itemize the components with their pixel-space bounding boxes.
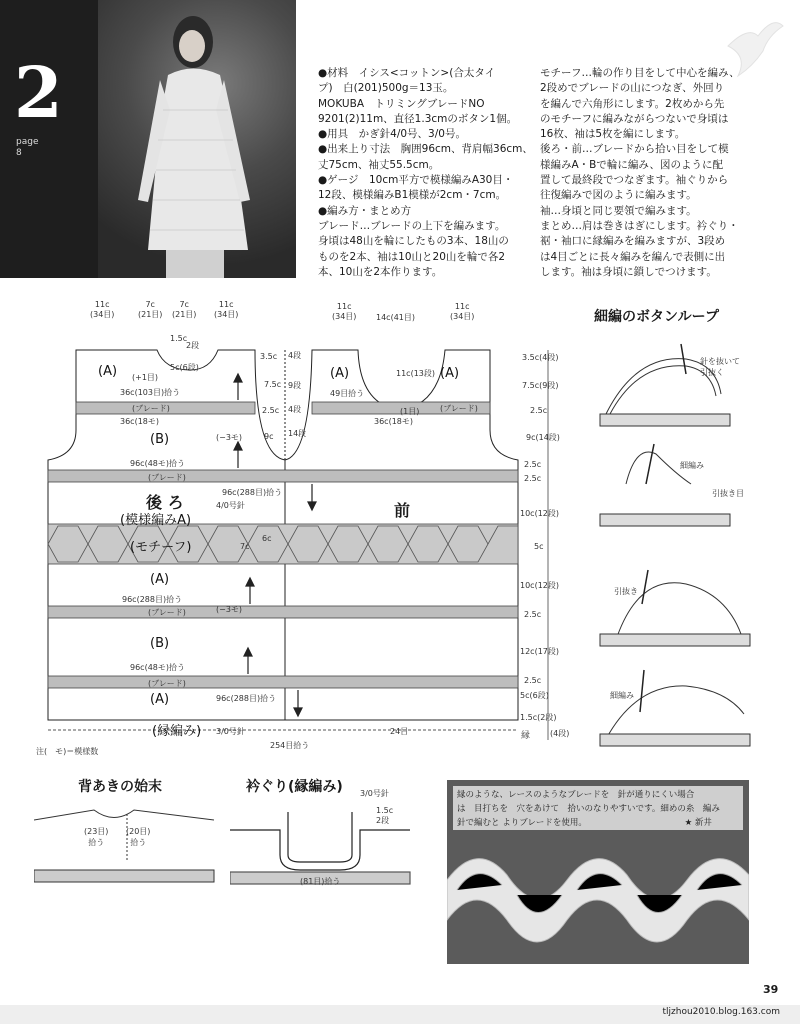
- pick-96c-288-1: 96c(288目)拾う: [222, 488, 283, 497]
- pick-49: 49目拾う: [330, 389, 365, 398]
- neckline-hook: 3/0号針: [360, 789, 389, 798]
- neck-dim: 1.5c: [170, 334, 188, 343]
- label-front: 前: [394, 501, 411, 520]
- dim-right-9: 10c(12段): [520, 581, 559, 590]
- dim-right-12: 2.5c: [524, 676, 542, 685]
- label-a-3: (A): [150, 692, 170, 707]
- dim-right-14: 1.5c(2段): [520, 713, 557, 722]
- dim-right-15: (4段): [550, 729, 570, 738]
- label-a-front-2: (A): [440, 366, 460, 381]
- dim-top-1: 11c (34目): [90, 300, 115, 319]
- front-neck-dim: 11c(13段): [396, 369, 435, 378]
- dim-36c-18: 36c(18モ): [120, 417, 159, 426]
- loop-note-1: 針を抜いて 引抜く: [700, 357, 740, 377]
- dim-right-1: 3.5c(4段): [522, 353, 559, 362]
- neck-rows: 2段: [186, 341, 200, 350]
- back-opening-diagram: [34, 800, 224, 900]
- back-opening-d1: (23目) 拾う: [84, 827, 109, 847]
- dim-top-2: 7c (21目): [138, 300, 163, 319]
- dim-right-6: 2.5c: [524, 474, 542, 483]
- pick-96c-288-3: 96c(288目)拾う: [216, 694, 277, 703]
- legend-note: 注( モ)＝模様数: [36, 747, 99, 756]
- dim-top-7: 11c (34目): [450, 302, 475, 321]
- dim-right-7: 10c(12段): [520, 509, 559, 518]
- dim-center-2: 9段: [288, 381, 302, 390]
- label-motif: (モチーフ): [130, 540, 192, 555]
- braid-2: (ブレード): [148, 473, 186, 482]
- neckline-dims: 1.5c 2段: [376, 806, 394, 825]
- dim-right-3: 2.5c: [530, 406, 548, 415]
- dim-right-13: 5c(6段): [520, 691, 549, 700]
- dim-36c-18-front: 36c(18モ): [374, 417, 413, 426]
- model-figure: [98, 0, 296, 278]
- motif-6c: 6c: [262, 534, 272, 543]
- label-back: 後 ろ: [146, 493, 184, 512]
- dim-right-5: 2.5c: [524, 460, 542, 469]
- dim-right-10: 2.5c: [524, 610, 542, 619]
- dim-center-3: 9c: [264, 432, 274, 441]
- back-opening-d2: (20目) 拾う: [126, 827, 151, 847]
- hook-3: 3/0号針: [216, 727, 245, 736]
- button-loop-title: 細編のボタンループ: [594, 309, 719, 325]
- dim-center-4: 14段: [288, 429, 307, 438]
- neck-5c: 5c(6段): [170, 363, 199, 372]
- dim-left-3: 2.5c: [262, 406, 280, 415]
- dim-top-4: 11c (34目): [214, 300, 239, 319]
- dim-top-3: 7c (21目): [172, 300, 197, 319]
- dim-right-4: 9c(14段): [526, 433, 560, 442]
- loop-note-4: 引抜き: [614, 587, 638, 596]
- braid-top-left: (ブレード): [132, 404, 170, 413]
- dim-right-2: 7.5c(9段): [522, 381, 559, 390]
- pick-1me: (1目): [400, 407, 420, 416]
- pick-36c-103: 36c(103目)拾う: [120, 388, 181, 397]
- label-plus1: (+1目): [132, 373, 159, 382]
- dim-center-5: 4段: [288, 405, 302, 414]
- pick-96c-288-2: 96c(288目)拾う: [122, 595, 183, 604]
- dim-top-5: 11c (34目): [332, 302, 357, 321]
- minus3-2: (−3モ): [216, 605, 243, 614]
- pattern-number: 2: [14, 51, 63, 134]
- source-url: tljzhou2010.blog.163.com: [662, 1007, 780, 1017]
- label-a-2: (A): [150, 572, 170, 587]
- label-back-sub: (模様編みA): [120, 513, 192, 528]
- neckline-pick: (81目)拾う: [300, 877, 341, 886]
- bird-watermark: [718, 6, 788, 86]
- dim-left-2: 7.5c: [264, 380, 282, 389]
- pick-254: 254目拾う: [270, 741, 310, 750]
- instructions-text: モチーフ…輪の作り目をして中心を編み、 2段めでブレードの山につなぎ、外回り を編んで六角形にします。2枚めから先 のモチーフに編みながらつないで身頃は 16枚、袖は5枚を編にします。 後ろ・前…ブレードから拾い目をして模 様編みA・Bで輪に編み、図のように配 置して最終段でつなぎます。袖ぐりから 往復編みで図のように編みます。 袖…身頃と同じ要領で編みます。 まとめ…肩は巻きはぎにします。衿ぐり・ 裾・袖口に縁編みを編みますが、3段め は4目ごとに長々編みを編んで表側に出 します。袖は身頃に鎖しでつけます。: [540, 67, 740, 278]
- dim-right-11: 12c(17段): [520, 647, 559, 656]
- label-a-front-1: (A): [330, 366, 350, 381]
- loop-note-3: 引抜き目: [712, 489, 744, 498]
- dim-center-1: 4段: [288, 351, 302, 360]
- materials-text: ●材料 イシス<コットン>(合太タイ プ) 白(201)500g＝13玉。 MOKUBA トリミングブレードNO 9201(2)11m、直径1.3cmのボタン1個。 ●用具 かぎ針4/0号、3/0号。 ●出来上り寸法 胸囲96cm、背肩幅36cm、 丈75cm、袖丈55.5cm。 ●ゲージ 10cm平方で模様編みA30目・ 12段、模様編みB1模様が2cm・7cm。 ●編み方・まとめ方 ブレード…ブレードの上下を編みます。 身頃は48山を輪にしたもの3本、18山の ものを2本、袖は10山と20山を輪で各2 本、10山を2本作ります。: [318, 67, 533, 278]
- label-edge: (縁編み): [152, 724, 202, 739]
- back-opening-title: 背あきの始末: [78, 779, 162, 795]
- neckline-title: 衿ぐり(縁編み): [246, 779, 343, 795]
- model-photo: [0, 0, 296, 278]
- loop-note-2: 細編み: [680, 461, 704, 470]
- loop-note-5: 細編み: [610, 691, 634, 700]
- braid-top-right: (ブレード): [440, 404, 478, 413]
- braid-swatch-photo: [447, 780, 749, 964]
- motif-7c: 7c: [240, 542, 250, 551]
- pick-96c-48-2: 96c(48モ)拾う: [130, 663, 185, 672]
- page-ref: page 8: [16, 137, 39, 158]
- ric-rac-braid: [447, 840, 749, 964]
- dim-left-1: 3.5c: [260, 352, 278, 361]
- pick-96c-48-1: 96c(48モ)拾う: [130, 459, 185, 468]
- page-number: 39: [763, 983, 779, 996]
- swatch-note: 縁のような、レースのようなブレードを 針が通りにくい場合 は 目打ちを 穴をあけて 拾いのなりやすいです。細めの糸 編み 針で編むと よりブレードを使用。 ★ 新井: [453, 786, 743, 830]
- label-a-back: (A): [98, 364, 118, 379]
- dim-right-8: 5c: [534, 542, 544, 551]
- hook-4-back: 4/0号針: [216, 501, 245, 510]
- label-b-1: (B): [150, 432, 170, 447]
- label-b-2: (B): [150, 636, 170, 651]
- braid-4: (ブレード): [148, 679, 186, 688]
- dim-top-6: 14c(41目): [376, 313, 415, 322]
- dim-24: 24目: [390, 727, 409, 736]
- braid-3: (ブレード): [148, 608, 186, 617]
- edge-mark: 縁: [521, 731, 531, 741]
- minus3-1: (−3モ): [216, 433, 243, 442]
